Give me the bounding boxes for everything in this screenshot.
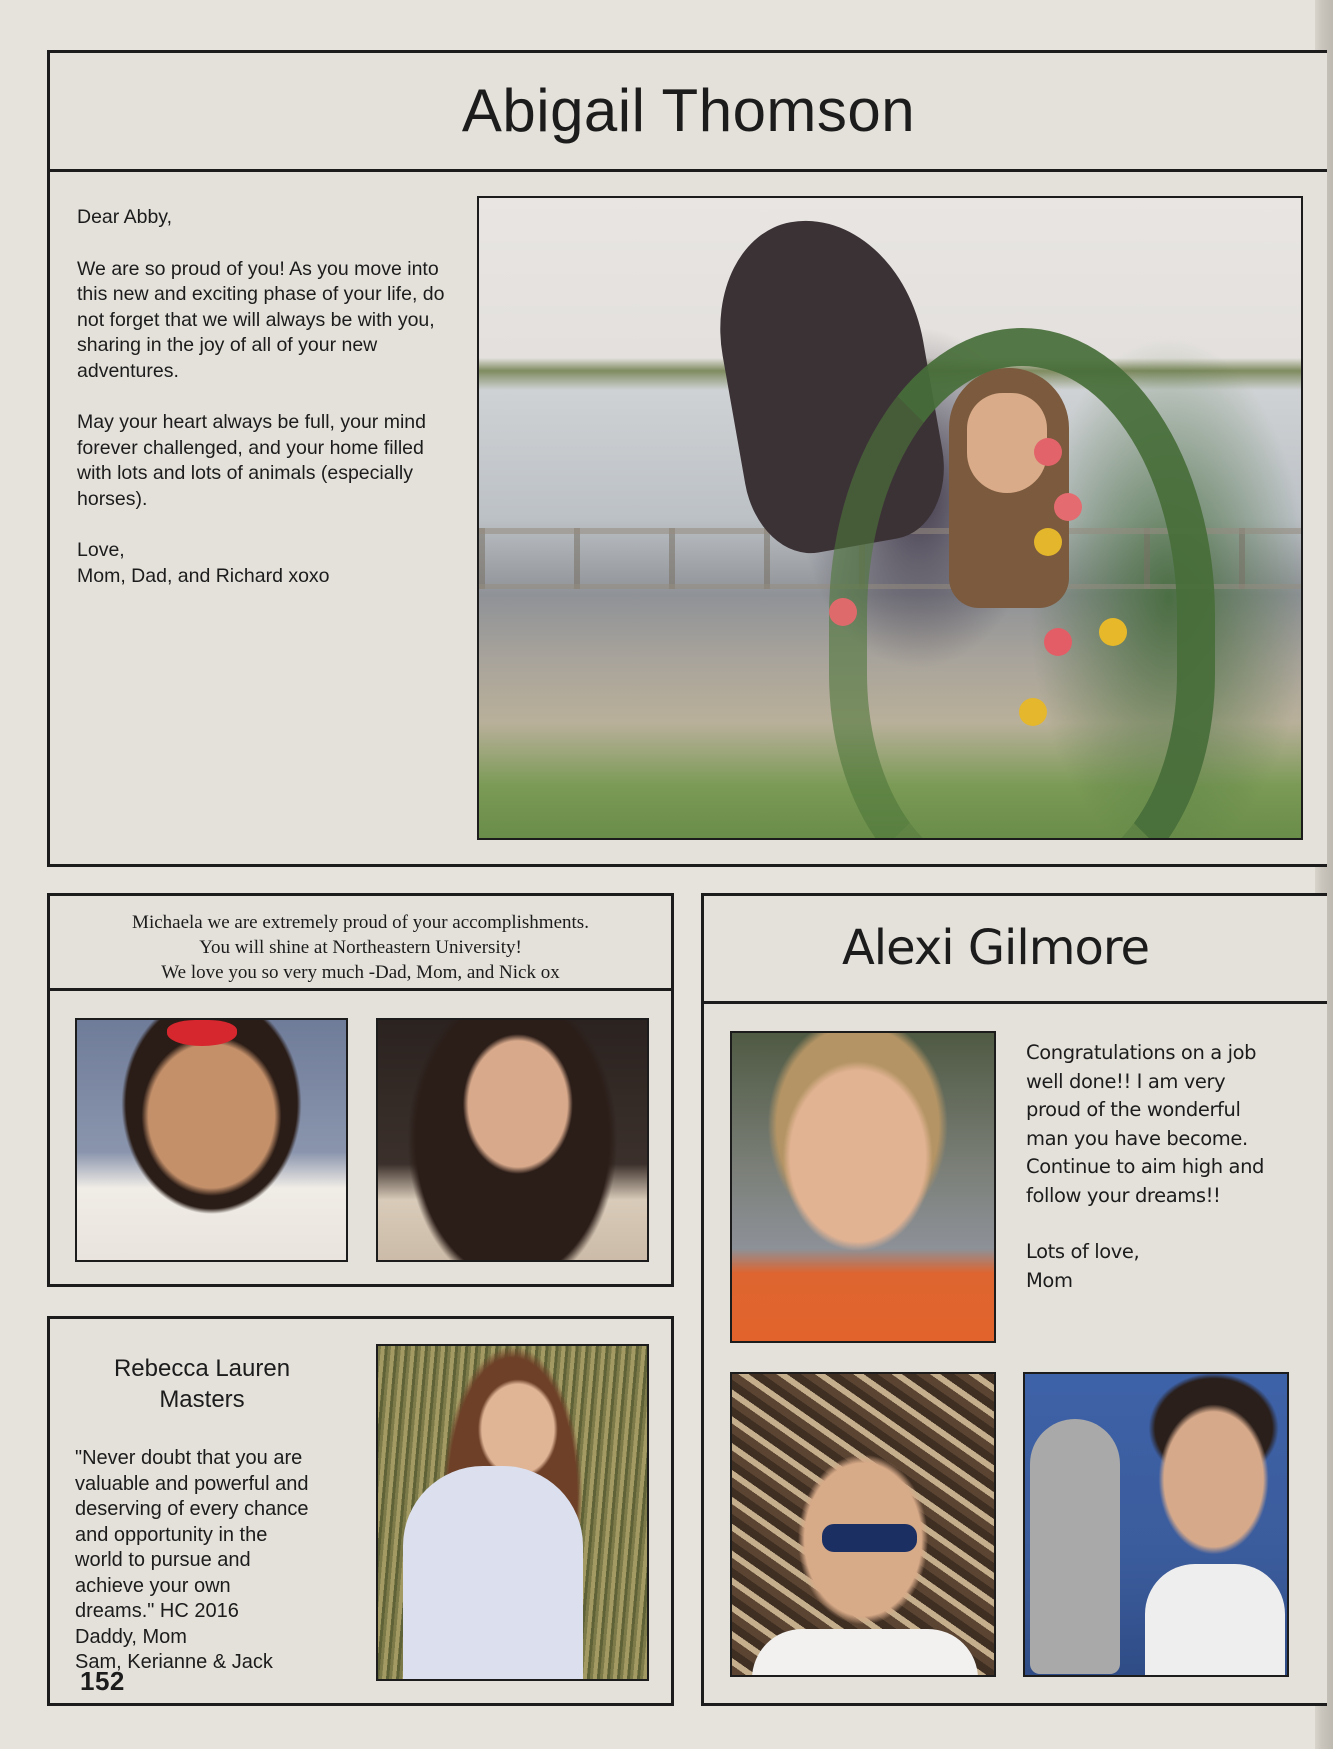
quote-line: achieve your own (75, 1574, 231, 1597)
sunglasses (822, 1524, 917, 1552)
note-closing: Lots of love, (1026, 1240, 1140, 1263)
alexi-childhood-photo (730, 1031, 996, 1343)
alexi-name: Alexi Gilmore (841, 920, 1150, 976)
shirt (1145, 1564, 1285, 1677)
abigail-name: Abigail Thomson (461, 77, 916, 144)
page-number: 152 (80, 1666, 125, 1696)
letter-paragraph-2: May your heart always be full, your mind forever challenged, and your home filled with lots and lots of animals (especially horses). (77, 411, 426, 510)
sunflower-flower (1019, 698, 1047, 726)
hair-bow (167, 1020, 237, 1046)
caption-line: We love you so very much -Dad, Mom, and Nick ox (161, 962, 560, 983)
rose-flower (1054, 493, 1082, 521)
note-signature: Mom (1026, 1268, 1073, 1292)
face (967, 393, 1047, 493)
michaela-caption (50, 896, 671, 991)
quote-line: and opportunity in the (75, 1523, 268, 1546)
quote-line: Daddy, Mom (75, 1625, 187, 1648)
alexi-note (1026, 1039, 1281, 1295)
alexi-title-row (704, 896, 1327, 1004)
michaela-senior-photo (376, 1018, 649, 1262)
rose-flower (829, 598, 857, 626)
name-line: Masters (159, 1386, 245, 1413)
abigail-letter (77, 205, 447, 589)
letter-signature: Mom, Dad, and Richard xoxo (77, 564, 330, 587)
michaela-childhood-photo (75, 1018, 348, 1262)
michaela-ad (47, 893, 674, 1287)
alexi-sunglasses-photo (730, 1372, 996, 1677)
rose-flower (1044, 628, 1072, 656)
name-line: Rebecca Lauren (113, 1355, 291, 1382)
quote-line: dreams." HC 2016 (75, 1600, 239, 1622)
abigail-ad (47, 50, 1327, 867)
rebecca-ad (47, 1316, 674, 1706)
letter-greeting: Dear Abby, (77, 206, 173, 228)
rebecca-quote (75, 1446, 345, 1676)
abigail-horse-photo (477, 196, 1303, 840)
t-shirt (752, 1629, 978, 1677)
quote-line: Sam, Kerianne & Jack (75, 1651, 273, 1673)
quote-line: deserving of every chance (75, 1498, 309, 1520)
note-body: Congratulations on a job well done!! I am very proud of the wonderful man you have become. Continue to aim high and follow your dreams!! (1026, 1041, 1265, 1207)
alexi-ad (701, 893, 1327, 1706)
quote-line: world to pursue and (75, 1549, 251, 1571)
rebecca-name (72, 1353, 332, 1415)
sunflower-flower (1034, 528, 1062, 556)
rose-flower (1034, 438, 1062, 466)
quote-line: valuable and powerful and (75, 1472, 309, 1495)
quote-line: "Never doubt that you are (75, 1447, 303, 1469)
caption-line: Michaela we are extremely proud of your accomplishments. (132, 912, 589, 933)
sunflower-flower (1099, 618, 1127, 646)
letter-paragraph-1: We are so proud of you! As you move into this new and exciting phase of your life, do not forget that we will always be with you, sharing in the joy of all of your new adventures. (77, 257, 445, 382)
shirt (403, 1466, 583, 1681)
caption-line: You will shine at Northeastern University! (199, 937, 522, 958)
abigail-title-row (50, 53, 1327, 172)
skeleton-prop (1030, 1419, 1120, 1674)
alexi-skeleton-photo (1023, 1372, 1289, 1677)
letter-closing: Love, (77, 539, 125, 561)
rebecca-senior-photo (376, 1344, 649, 1681)
